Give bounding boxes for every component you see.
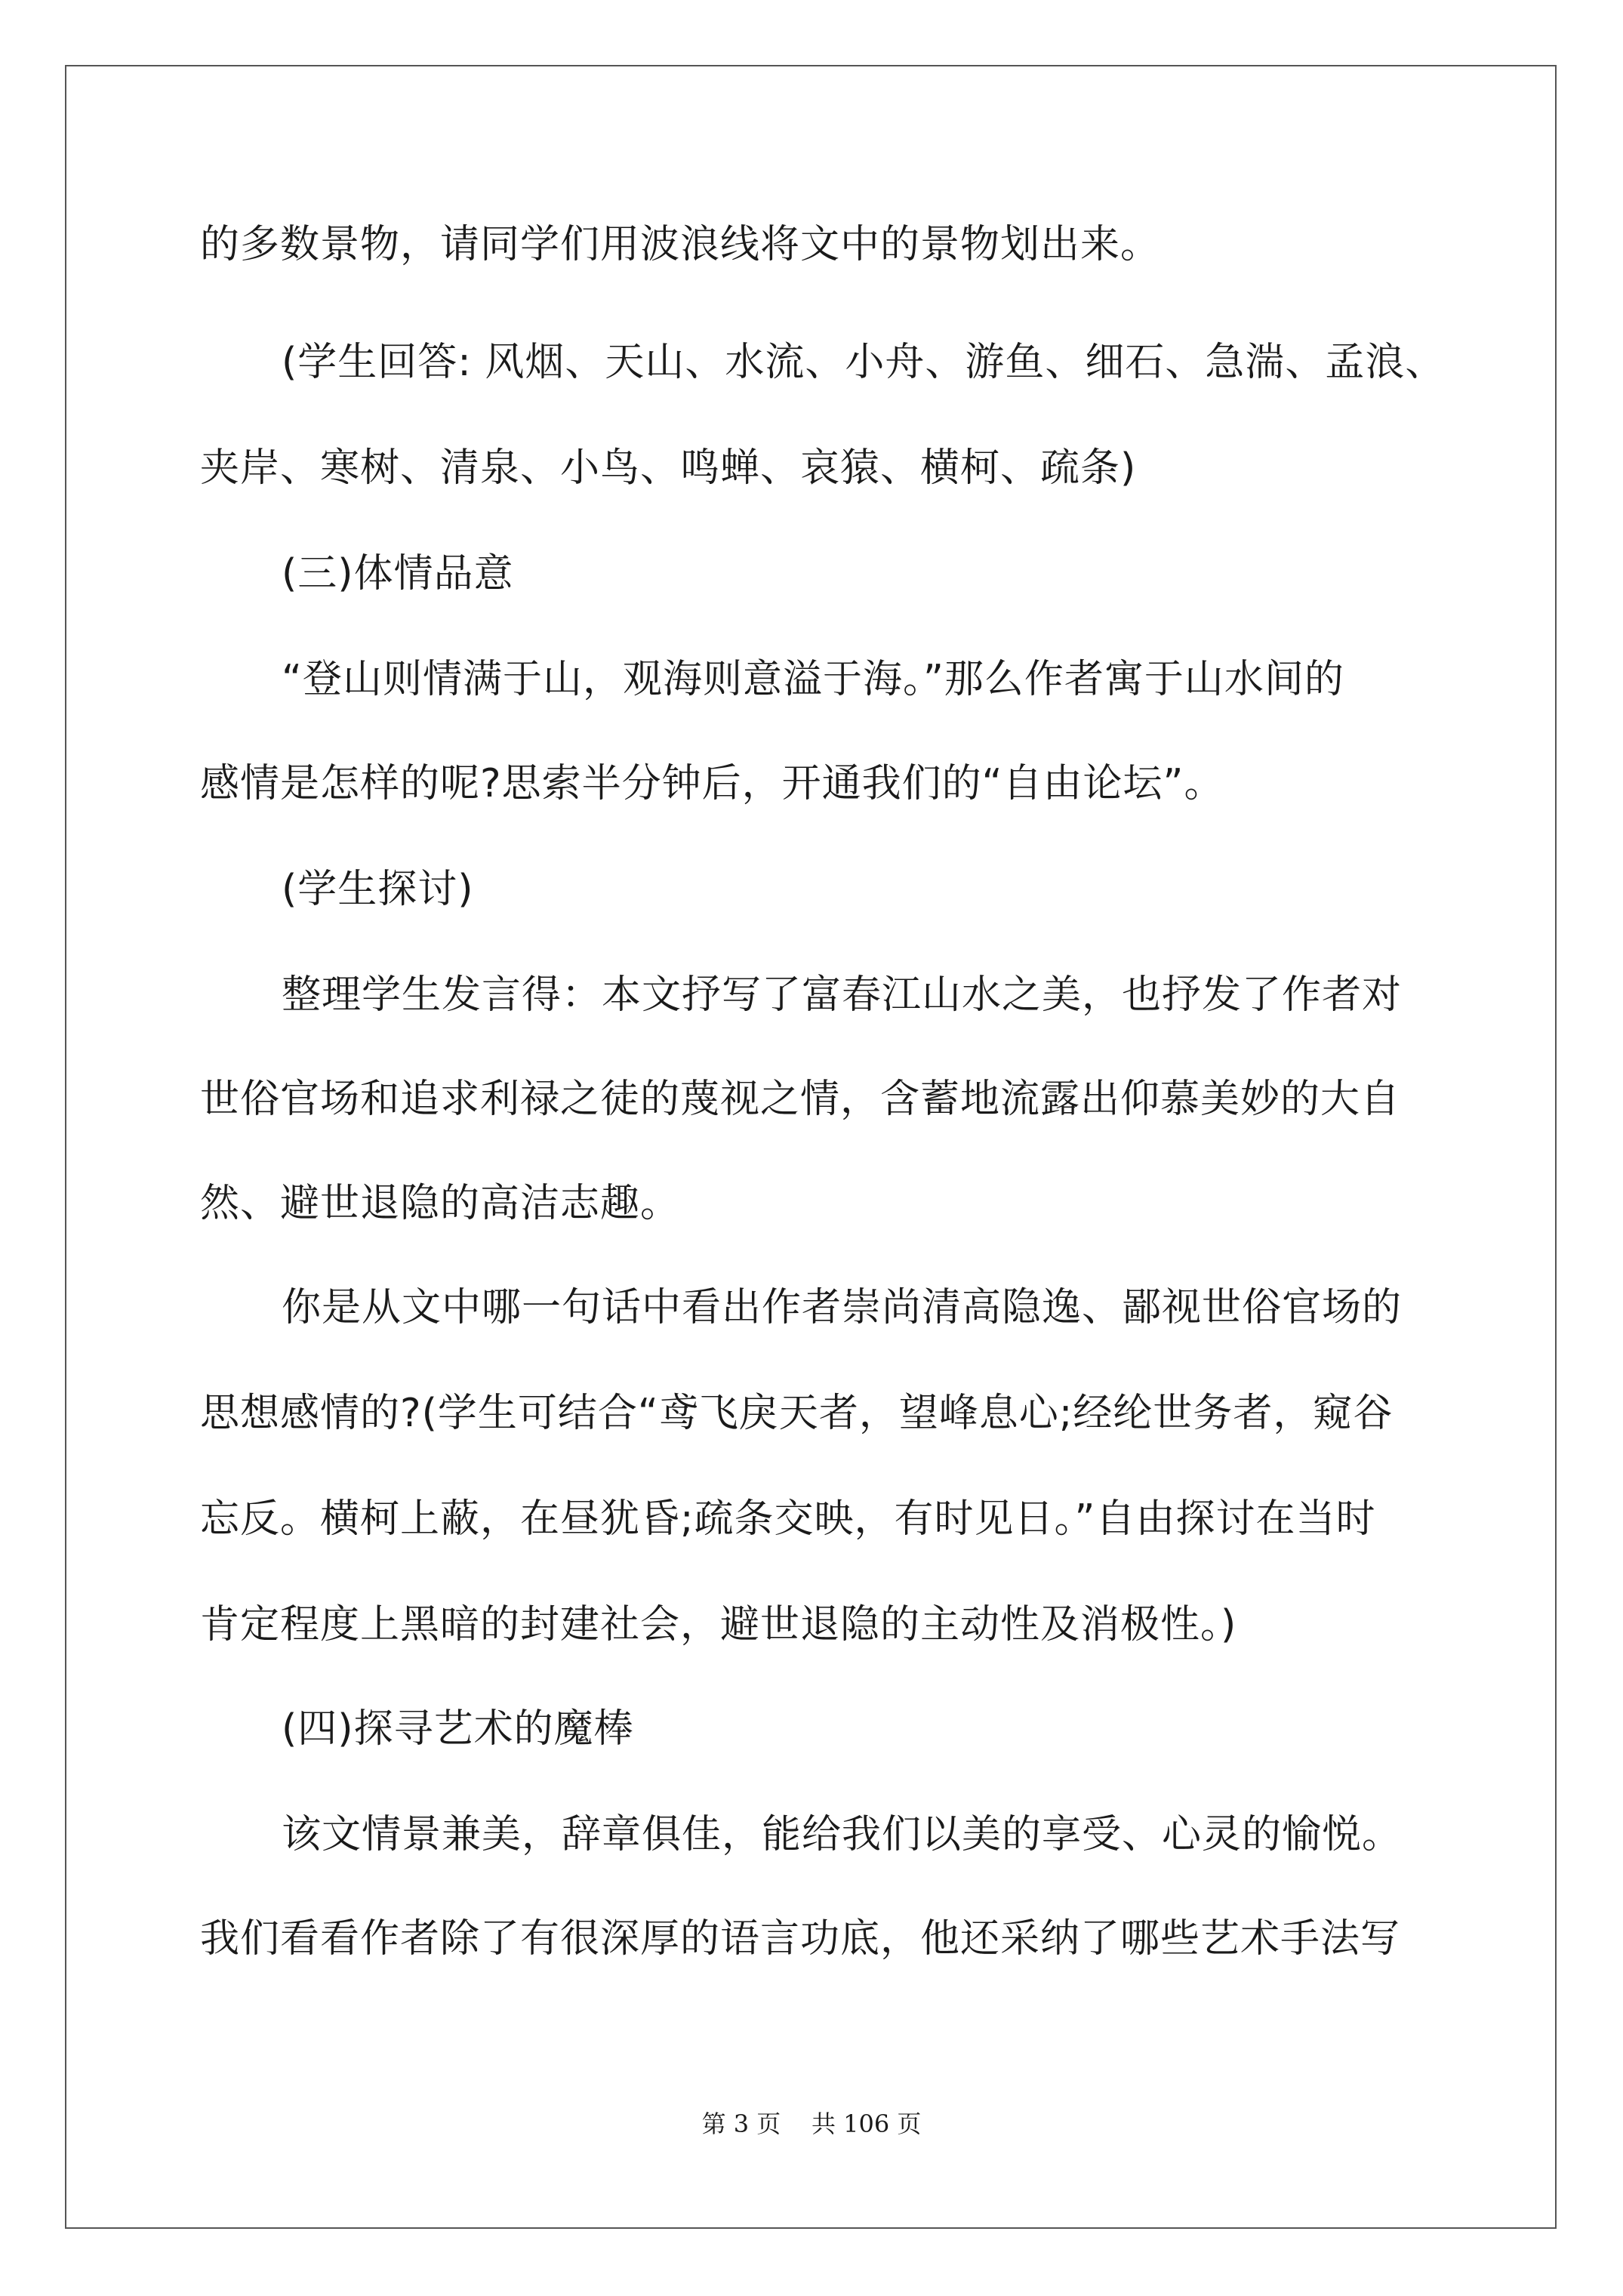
text-line: 肯定程度上黑暗的封建社会，避世退隐的主动性及消极性。) — [200, 1602, 1237, 1647]
text-line: 世俗官场和追求利禄之徒的蔑视之情，含蓄地流露出仰慕美妙的大自 — [200, 1077, 1401, 1122]
text-line: 该文情景兼美，辞章俱佳，能给我们以美的享受、心灵的愉悦。 — [282, 1812, 1403, 1857]
text-line: 感情是怎样的呢?思索半分钟后，开通我们的“自由论坛”。 — [200, 761, 1224, 806]
text-line: 的多数景物，请同学们用波浪线将文中的景物划出来。 — [200, 222, 1161, 267]
text-line: (学生探讨) — [282, 867, 474, 912]
text-line: 整理学生发言得：本文抒写了富春江山水之美，也抒发了作者对 — [282, 972, 1403, 1018]
page-footer: 第 3 页 共 106 页 — [701, 2110, 922, 2138]
text-line: (学生回答: 风烟、天山、水流、小舟、游鱼、细石、急湍、孟浪、 — [282, 340, 1446, 385]
text-line: 忘反。横柯上蔽，在昼犹昏;疏条交映，有时见日。”自由探讨在当时 — [200, 1496, 1376, 1542]
text-line: “登山则情满于山，观海则意溢于海。”那么作者寓于山水间的 — [282, 657, 1344, 702]
text-line: 然、避世退隐的高洁志趣。 — [200, 1181, 681, 1226]
section-heading: (四)探寻艺术的魔棒 — [282, 1706, 634, 1752]
text-line: 我们看看作者除了有很深厚的语言功底，他还采纳了哪些艺术手法写 — [200, 1916, 1401, 1962]
text-line: 夹岸、寒树、清泉、小鸟、鸣蝉、哀猿、横柯、疏条) — [200, 445, 1137, 491]
section-heading: (三)体情品意 — [282, 551, 514, 596]
page-border — [65, 65, 1557, 2229]
text-line: 你是从文中哪一句话中看出作者崇尚清高隐逸、鄙视世俗官场的 — [282, 1285, 1403, 1330]
text-line: 思想感情的?(学生可结合“鸢飞戾天者，望峰息心;经纶世务者，窥谷 — [200, 1391, 1394, 1436]
